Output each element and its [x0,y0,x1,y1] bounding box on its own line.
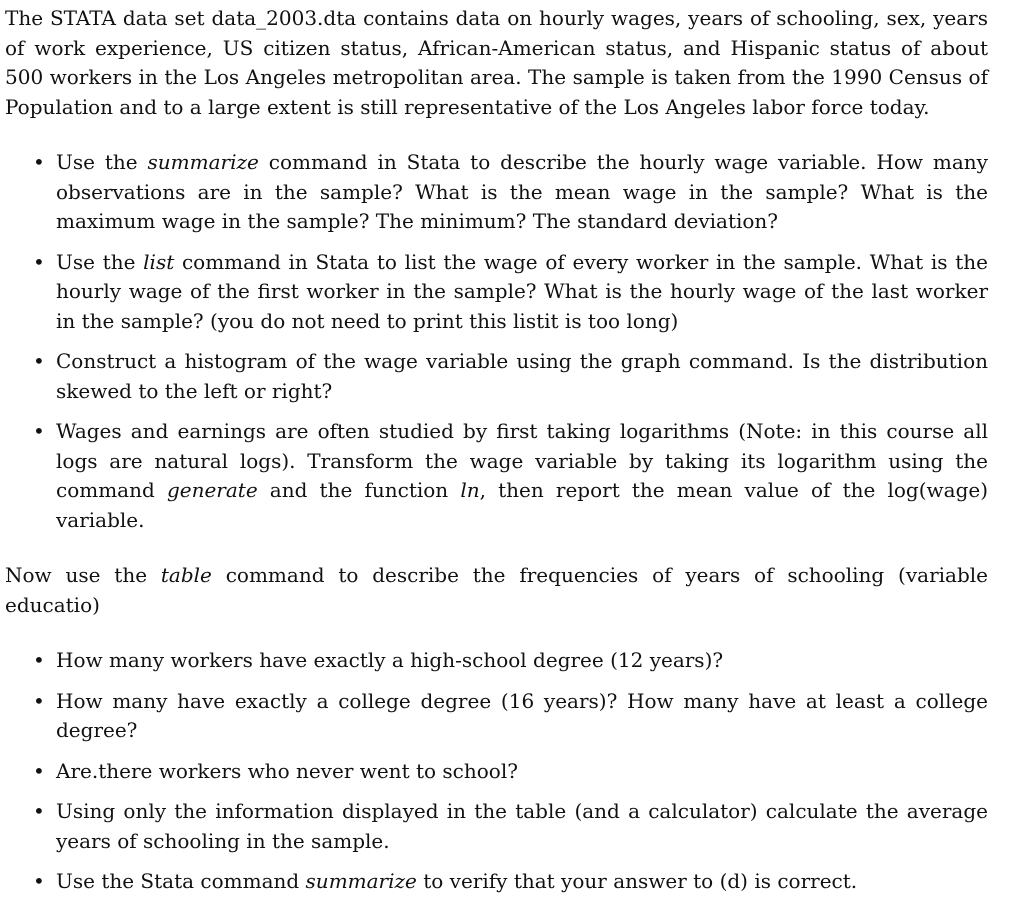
list-item-verify-summarize [5,867,988,897]
list-item-summarize-wage [5,148,988,237]
list-item-average-schooling [5,797,988,856]
schooling-questions-list [5,646,988,897]
wage-questions-list [5,148,988,535]
bullet-icon: • [33,419,45,443]
function-ln: ln [460,478,480,502]
intro-paragraph: The STATA data set data_2003.dta contains data on hourly wages, years of schooling, sex, years of work experience, US citizen status, African-American status, and Hispanic status of about 500 workers in the Los Angeles metropolitan area. The sample is taken from the 1990 Census of Population and to a large extent is still representative of the Los Angeles labor force today. [5,6,988,119]
bullet-icon: • [33,758,45,783]
item-text-after: , then report the mean value of the log(wage) variable. [56,478,989,532]
item-text-before: Use the [56,150,148,174]
item-text-after: command in Stata to list the wage of every worker in the sample. What is the hourly wage of the first worker in the sample? What is the hourly wage of the last worker in the sample? (you do not need to print this listit is too long) [56,249,988,333]
command-generate: generate [166,478,258,502]
paragraph-text-after: command to describe the frequencies of years of schooling (variable educatio) [5,563,988,617]
item-text-before: Use the Stata command [56,869,306,893]
item-text: Are.there workers who never went to school? [56,758,518,783]
list-item-log-wage [5,417,988,535]
list-item-high-school [5,646,988,676]
command-table: table [160,563,212,587]
list-item-never-school [5,757,988,787]
list-item-histogram [5,347,988,406]
item-text-after: to verify that your answer to (d) is correct. [416,869,858,893]
item-text-before: Wages and earnings are often studied by first taking logarithms (Note: in this course all logs are natural logs). Transform the wage variable by taking its logarithm using the command [56,419,988,502]
item-text: Using only the information displayed in the table (and a calculator) calculate the average years of schooling in the sample. [56,799,988,853]
bullet-icon: • [33,688,45,713]
bullet-icon: • [33,869,45,893]
item-text-after: command in Stata to describe the hourly wage variable. How many observations are in the sample? What is the mean wage in the sample? What is the maximum wage in the sample? The minimum? The standard deviation? [56,150,988,233]
bullet-icon: • [33,249,45,274]
list-item-list-wage [5,248,988,337]
list-item-college [5,687,988,746]
command-summarize: summarize [305,869,417,893]
bullet-icon: • [33,150,45,174]
item-text: Construct a histogram of the wage variable using the graph command. Is the distribution skewed to the left or right? [56,349,988,403]
bullet-icon: • [33,648,45,672]
bullet-icon: • [33,349,45,373]
table-command-paragraph [5,561,988,620]
command-summarize: summarize [147,150,259,174]
item-text: How many workers have exactly a high-school degree (12 years)? [56,648,724,672]
item-text: How many have exactly a college degree (16 years)? How many have at least a college degree? [56,688,988,742]
paragraph-text-before: Now use the [5,563,161,587]
item-text-before: Use the [56,249,144,274]
item-text-middle: and the function [257,478,461,502]
command-list: list [143,249,175,274]
bullet-icon: • [33,799,45,823]
